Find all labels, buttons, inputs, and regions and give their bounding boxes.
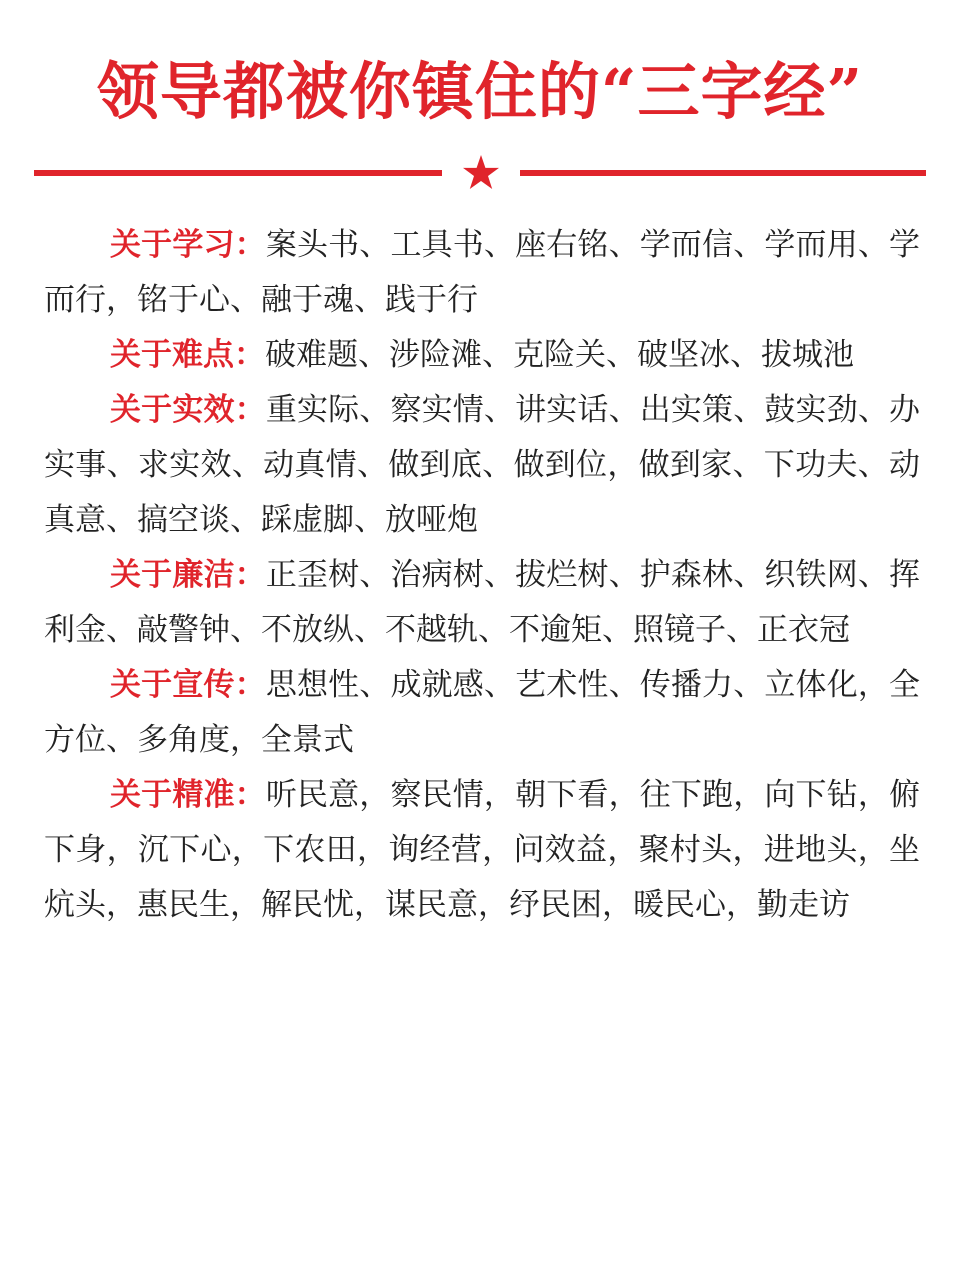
section-label: 关于精准： [110,777,266,813]
section-label: 关于宣传： [110,667,266,703]
section-text: 正歪树、治病树、拔烂树、护森林、织铁网、挥利金、敲警钟、不放纵、不越轨、不逾矩、照镜子、正衣冠 [44,557,921,648]
content-body [44,218,920,933]
section-text: 重实际、察实情、讲实话、出实策、鼓实劲、办实事、求实效、动真情、做到底、做到位，做到家、下功夫、动真意、搞空谈、踩虚脚、放哑炮 [44,392,921,538]
title-divider [34,154,926,194]
section-label: 关于学习： [110,227,266,263]
section-publicity [44,658,920,768]
section-study [44,218,920,328]
section-difficulty [44,328,920,383]
star-icon [462,154,500,192]
section-effectiveness [44,383,920,548]
section-integrity [44,548,920,658]
section-label: 关于难点： [110,337,265,373]
section-precision [44,768,920,933]
section-label: 关于廉洁： [110,557,266,593]
star-shape [463,155,499,189]
section-label: 关于实效： [110,392,266,428]
section-text: 思想性、成就感、艺术性、传播力、立体化，全方位、多角度，全景式 [44,667,921,758]
section-text: 破难题、涉险滩、克险关、破坚冰、拔城池 [265,337,854,373]
section-text: 案头书、工具书、座右铭、学而信、学而用、学而行，铭于心、融于魂、践于行 [44,227,921,318]
divider-line-left [34,170,442,176]
page-title: 领导都被你镇住的“三字经” [96,55,864,128]
divider-line-right [520,170,926,176]
section-text: 听民意，察民情，朝下看，往下跑，向下钻，俯下身，沉下心，下农田，询经营，问效益，聚村头，进地头，坐炕头，惠民生，解民忧，谋民意，纾民困，暖民心，勤走访 [44,777,921,923]
